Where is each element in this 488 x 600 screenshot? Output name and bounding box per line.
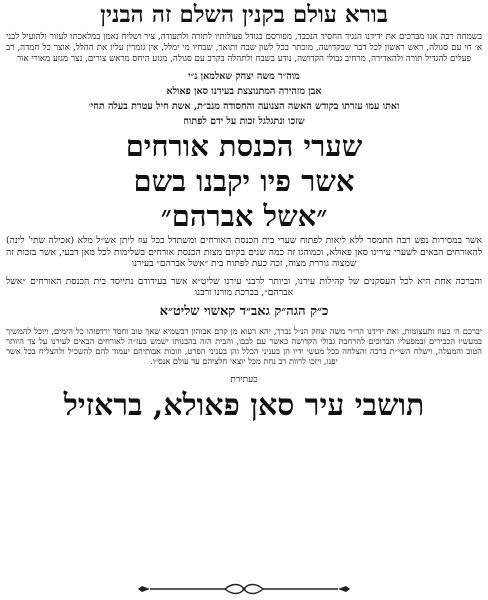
body-paragraph: אשר במסירות נפש רבה התמסר ללא ליאות לפתוח שערי בית הכנסת האורחים ומשתדל בכל עוז ליתן אש״ל מלא (אכילה שתי' לינה) להאורחים הבאים לשערי עירינו סאן פאולא, וכמוהגו זה כמה שנים בקיום מצות הכנסת אורחים בשלימות לכל מאן דבעי, אשר בזכות זה שמצוה גוררת מצוה, זכה כעת לפתוח בית ״אשל אברהם״ בעירנו [6,235,482,269]
page-title: בורא עולם בקנין השלם זה הבנין [100,1,388,28]
rav-name: כ״ק הגה״ק גאב״ד קאשוי שליט״א [159,303,329,319]
ornament-divider-icon [0,582,488,596]
intro-paragraph: בשמחה רבה אנו מברכים את ידידנו הנגיד החסיד הנכבד, מפורסם בגודל פעולותיו לתורה ולתעודה, ציר ושליח נאמן במלאכתו לעזור ולהועיל לבני א׳ חי עם סגולה, ראש ראשון לכל דבר שבקדושה, מוכתר בכל לשון שבח ותואר, שבחיו מי ימלל, אין גומרין עליו את ההלל, אוצר כל חמדה, רב פעלים להגדיל תורה ולהאדירה, מרחיב גבולי הקדושה, נודע בשבח ולתהלה בקרב עם סגולה, מגזע היחס מראש צורים, נצר מגזע מאורי אור [6,32,482,64]
donor-name: מוה״ר משה יצחק שאלמאן נ״י [188,71,300,82]
signed-by-label: כעתירת [230,375,258,386]
heading-named: אשר פיו יקבנו בשם [133,164,355,198]
heading-eshel-avraham: ״אשל אברהם״ [160,199,328,233]
thanks-paragraph: והברכה אחת היא לכל העסקנים של קהילות עירנו, וביותר לרבני עירנו שליט״א אשר בעידודם נתייסד בית הכנסת האורחים ״אשל אברהם״, בברכת מורנו ורבנו [6,275,482,298]
merit-line: שזכו ונתגלגל זכות על ידם לפתוח [183,116,305,127]
blessing-paragraph: יברכם ה׳ בעוז ותעצומות, ואת ידידנו הר״ר משה יצחק הנ״ל נברך, יהא רעוא מן קדם אבוהון דבשמיא שאך טוב וחסד ירדפוהו כל הימים, ויוכל להמשיך במעשיו הכבירים ובמפעליו הברוכים להרחבת גבולי הקדושה כאשר עם לבבו, והבית הזה בהבנותו ישמש בעז״ה לאורחים הבאים לעירנו על צד היותר הטוב והמעלה, וישלח השי״ת ברכה והצלחה בכל מעשי ידיו הן בעניני הכלל והן בעניני הפרט, וזוכות אבותיהם יעמוד להם להשכיל ולהצליח בכל אשר יפנו, ויזכו לרוות רב נחת מכל יוצאי חלציהם עד עולם אנס״ו. [6,325,482,367]
residents-signature: תושבי עיר סאן פאולא, בראזיל [63,388,425,424]
donor-wife-line: ואתו עמו עזרתו בקודש האשה הצנועה והחסודה מנב״ת, אשת חיל עטרת בעלה תחי׳ [88,101,400,112]
donor-title: אבן מזהירה המתנוצצת בעירנו סאן פאולא [166,86,322,97]
heading-gates: שערי הכנסת אורחים [125,129,363,163]
